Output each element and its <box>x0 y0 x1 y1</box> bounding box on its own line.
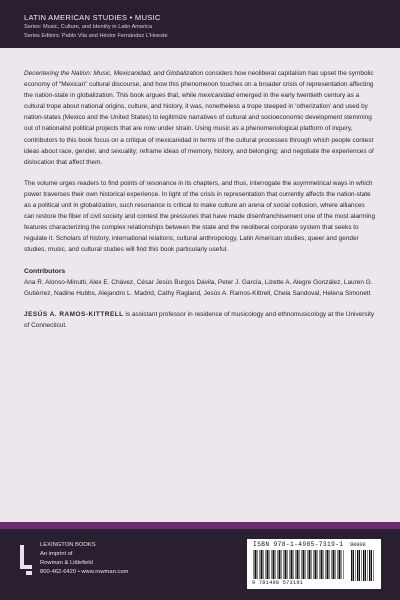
description-term: mexicanidad <box>198 92 235 100</box>
publisher-imprint: An imprint of <box>40 551 73 557</box>
barcode-box <box>247 539 381 589</box>
header-band <box>0 0 400 48</box>
publisher-parent: Rowman & Littlefield <box>40 560 93 566</box>
publisher-info <box>40 541 128 577</box>
author-bio <box>24 309 376 331</box>
addon-barcode-bars <box>350 550 376 581</box>
publisher-name: LEXINGTON BOOKS <box>40 542 96 548</box>
lexington-logo-icon <box>18 543 34 577</box>
series-label: Series: Music, Culture, and Identity in Latin America <box>24 24 153 30</box>
accent-stripe <box>0 522 400 529</box>
book-title: Decentering the Nation: Music, Mexicanidad, and Globalization <box>24 70 204 77</box>
back-cover-text <box>24 68 376 341</box>
barcode-number: 9 781498 573191 <box>252 580 304 586</box>
price-addon: 90000 <box>350 542 366 548</box>
description-paragraph-2: The volume urges readers to find points of resonance in its chapters, and thus, interrogate the asymmetrical ways in which power traverses their own historical experience. In light of the crisis in representation that currently affects the nation-state as a political unit in globalization, such resonance is critical to make culture an arena of social collusion, where alliances can restore the fiber of civil society and contest the pressures that have made disenfranchisement one of the most alarming features characterizing the complex relationships between the state and the neoliberal corporate system that seeks to regulate it. Scholars of history, international relations, cultural anthropology, Latin American studies, queer and gender studies, music, and cultural studies will find this book particularly useful. <box>24 179 376 254</box>
author-name: JESÚS A. RAMOS-KITTRELL <box>24 310 124 318</box>
description-paragraph-1 <box>24 68 376 168</box>
contributors-list: Ana R. Alonso-Minutti, Alex E. Chávez, César Jesús Burgos Dávila, Peter J. García, Lizette A. Alegre González, Lauren G. Gutiérrez, Nadine Hubbs, Alejandro L. Madrid, Cathy Ragland, Jesús A. Ramos-Kittrell, Chela Sandoval, Helena Simonett <box>24 278 373 297</box>
category-label: LATIN AMERICAN STUDIES • MUSIC <box>24 13 161 22</box>
author-bio-text: is assistant professor in residence of musicology and ethnomusicology at the University of Connecticut. <box>24 310 375 329</box>
footer-band <box>0 529 400 600</box>
description-text-b: emerged in the early twentieth century as a cultural trope about national origins, culture, and history, it was, nonetheless a trope steeped in ‘otherization’ and used by nation-states (Mexico and the United States) to legitimize narratives of cultural and socioeconomic development stemming out of nationalist political projects that are now under strain. Using music as a phenomenological platform of inquiry, contributors to this book focus on a critique of mexicanidad in terms of the cultural processes through which people contest ideas about race, gender, and sexuality; reframe ideas of memory, history, and belonging; and negotiate the experiences of dislocation that affect them. <box>24 92 374 166</box>
description-text-a: considers how neoliberal capitalism has upset the symbolic economy of “Mexican” cultural discourse, and how this phenomenon touches on a broader crisis of representation affecting the nation-state in globalization. This book argues that, while <box>24 70 374 100</box>
series-editors: Series Editors: Pablo Vila and Héctor Fernández L’Hoeste <box>24 33 168 39</box>
contributors-heading: Contributors <box>24 267 66 275</box>
publisher-contact: 800-462-6420 • www.rowman.com <box>40 569 129 575</box>
barcode-bars <box>252 550 345 581</box>
isbn-label: ISBN 978-1-4985-7319-1 <box>253 541 344 548</box>
